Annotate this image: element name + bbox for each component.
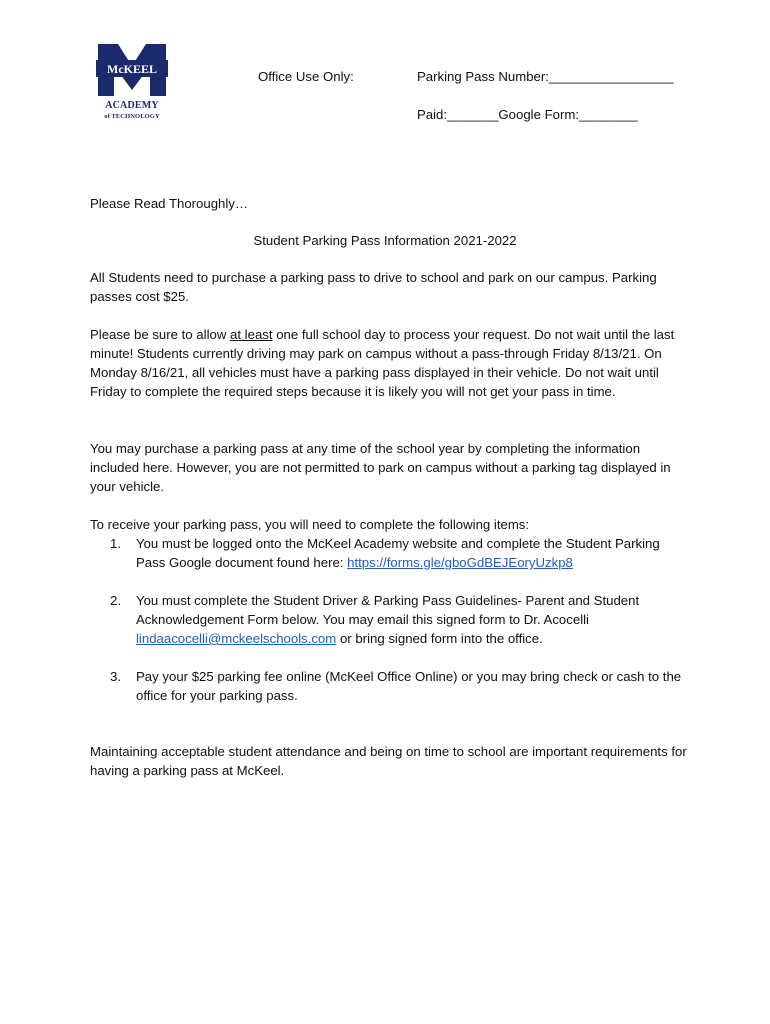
- mckeel-m-emblem-icon: [96, 44, 168, 96]
- paragraph-purchase-anytime: You may purchase a parking pass at any time of the school year by completing the information included here. However, you are not permitted to park on campus without a parking tag displayed in your vehicle.: [90, 441, 671, 494]
- logo-technology-text: of TECHNOLOGY: [104, 113, 160, 120]
- p2-text-after: one full school day to process your request. Do not wait until the last minute! Students currently driving may park on campus without a pass-through Friday 8/13/21. On Monday 8/16/21, all vehicles must have a parking pass displayed in their vehicle. Do not wait until Friday to complete the required steps because it is likely you will not get your pass in time.: [90, 327, 675, 399]
- email-link[interactable]: lindaacocelli@mckeelschools.com: [136, 631, 337, 646]
- list-item-number: 2.: [110, 593, 121, 608]
- step-2-text: You must complete the Student Driver & Parking Pass Guidelines- Parent and Student Acknowledgement Form below. You may email this signed form to Dr. Acocelli: [136, 593, 640, 627]
- step-3-text: Pay your $25 parking fee online (McKeel Office Online) or you may bring check or cash to the office for your parking pass.: [136, 669, 682, 703]
- step-1-text: You must be logged onto the McKeel Academy website and complete the Student Parking Pass Google document found here:: [136, 536, 660, 570]
- paragraph-purchase-requirement: All Students need to purchase a parking pass to drive to school and park on our campus. Parking passes cost $25.: [90, 270, 657, 304]
- list-item-number: 1.: [110, 536, 121, 551]
- list-item-text: [136, 591, 686, 648]
- mckeel-academy-logo: [96, 44, 168, 120]
- paid-google-form-field: Paid:_______Google Form:________: [417, 107, 638, 122]
- document-title: Student Parking Pass Information 2021-2022: [253, 233, 517, 248]
- paragraph-steps-intro: To receive your parking pass, you will need to complete the following items:: [90, 517, 530, 532]
- google-form-link[interactable]: https://forms.gle/gboGdBEJEoryUzkp8: [347, 555, 573, 570]
- list-item-number: 3.: [110, 669, 121, 684]
- list-item-text: [136, 667, 686, 705]
- list-item-text: [136, 534, 686, 572]
- logo-academy-text: ACADEMY: [105, 100, 159, 111]
- paragraph-attendance: Maintaining acceptable student attendance and being on time to school are important requirements for having a parking pass at McKeel.: [90, 744, 687, 778]
- step-2-text-after: or bring signed form into the office.: [336, 631, 543, 646]
- p2-underlined-text: at least: [230, 327, 273, 342]
- read-thoroughly-text: Please Read Thoroughly…: [90, 196, 249, 211]
- parking-pass-number-field: Parking Pass Number:_________________: [417, 69, 674, 84]
- p2-text-before: Please be sure to allow: [90, 327, 231, 342]
- paragraph-processing-time: [90, 325, 690, 401]
- logo-brand-text: McKEEL: [107, 62, 157, 76]
- office-use-label: Office Use Only:: [258, 69, 354, 84]
